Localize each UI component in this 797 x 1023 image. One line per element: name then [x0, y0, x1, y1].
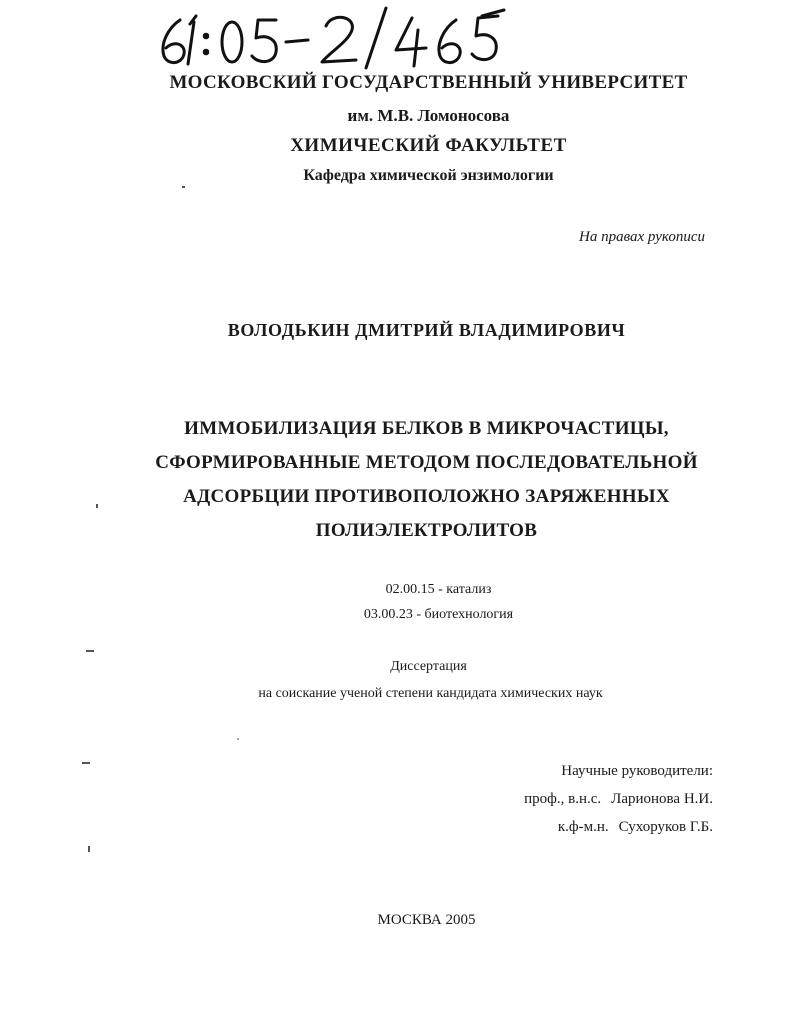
scan-speck	[82, 762, 90, 764]
supervisor-entry	[524, 813, 713, 841]
supervisor-name: Ларионова Н.И.	[611, 791, 713, 807]
scan-speck	[86, 650, 94, 652]
specialty-catalysis: 02.00.15 - катализ	[385, 582, 492, 597]
faculty-name: ХИМИЧЕСКИЙ ФАКУЛЬТЕТ	[290, 135, 567, 156]
university-named-after: им. М.В. Ломоносова	[347, 106, 510, 125]
author-name: ВОЛОДЬКИН ДМИТРИЙ ВЛАДИМИРОВИЧ	[227, 320, 626, 340]
scan-speck	[96, 504, 98, 508]
supervisor-name: Сухоруков Г.Б.	[618, 819, 713, 835]
title-line: АДСОРБЦИИ ПРОТИВОПОЛОЖНО ЗАРЯЖЕННЫХ	[183, 486, 670, 507]
degree-description: на соискание ученой степени кандидата химических наук	[258, 686, 603, 701]
supervisors-block	[524, 757, 713, 841]
scan-speck	[182, 186, 185, 188]
rights-note: На правах рукописи	[579, 229, 705, 245]
title-line: ПОЛИЭЛЕКТРОЛИТОВ	[315, 520, 538, 541]
dissertation-title	[28, 412, 797, 548]
title-line: ИММОБИЛИЗАЦИЯ БЕЛКОВ В МИКРОЧАСТИЦЫ,	[184, 418, 669, 439]
city-year: МОСКВА 2005	[377, 912, 476, 928]
supervisor-title: проф., в.н.с.	[524, 791, 602, 807]
department-name: Кафедра химической энзимологии	[303, 167, 554, 184]
supervisors-heading: Научные руководители:	[561, 763, 713, 779]
title-line: СФОРМИРОВАННЫЕ МЕТОДОМ ПОСЛЕДОВАТЕЛЬНОЙ	[155, 452, 698, 473]
handwritten-catalog-number	[150, 2, 510, 76]
supervisor-title: к.ф-м.н.	[557, 819, 609, 835]
university-name: МОСКОВСКИЙ ГОСУДАРСТВЕННЫЙ УНИВЕРСИТЕТ	[169, 72, 688, 93]
specialty-biotechnology: 03.00.23 - биотехнология	[363, 607, 514, 622]
supervisor-entry	[524, 785, 713, 813]
dissertation-label: Диссертация	[390, 659, 467, 674]
handwritten-catalog-number-drawing	[150, 2, 510, 76]
scan-speck	[88, 846, 90, 852]
scan-speck	[237, 738, 239, 740]
